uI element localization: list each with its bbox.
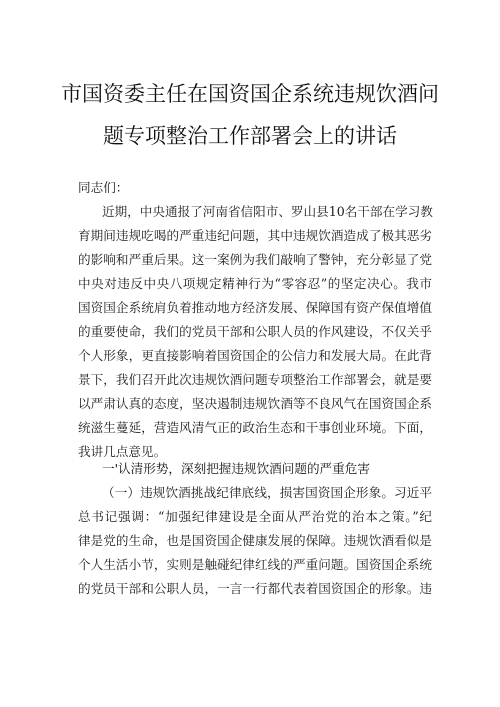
- salutation: 同志们：: [78, 180, 129, 195]
- document-title-line-2: 题专项整治工作部署会上的讲话: [103, 124, 397, 148]
- paragraph-line: 育期间违规吃喝的严重违纪问题，其中违规饮酒造成了极其恶劣: [78, 228, 432, 243]
- paragraph-line: 的影响和严重后果。这一案例为我们敲响了警钟，充分彰显了党: [78, 252, 432, 267]
- paragraph-line: 国资国企系统肩负着推动地方经济发展、保障国有资产保值增值: [78, 300, 432, 315]
- paragraph-line: 我讲几点意见。: [78, 444, 167, 459]
- paragraph-line: 律是党的生命，也是国资国企健康发展的保障。违规饮酒看似是: [78, 533, 432, 548]
- paragraph-line: 统滋生蔓延，营造风清气正的政治生态和干事创业环境。下面，: [78, 420, 432, 435]
- paragraph-line: 的重要使命，我们的党员干部和公职人员的作风建设，不仅关乎: [78, 324, 432, 339]
- paragraph-line: （一）违规饮酒挑战纪律底线，损害国资国企形象。习近平: [102, 485, 432, 500]
- document-title-line-1: 市国资委主任在国资国企系统违规饮酒问: [61, 82, 439, 106]
- paragraph-line: 中央对违反中央八项规定精神行为“零容忍”的坚定决心。我市: [78, 276, 432, 291]
- paragraph-line: 以严肃认真的态度，坚决遏制违规饮酒等不良风气在国资国企系: [78, 396, 432, 411]
- paragraph-line: 景下，我们召开此次违规饮酒问题专项整治工作部署会，就是要: [78, 372, 432, 387]
- paragraph-line: 近期，中央通报了河南省信阳市、罗山县10名干部在学习教: [102, 204, 433, 219]
- section-heading-1: 一'认清形势，深刻把握违规饮酒问题的严重危害: [102, 461, 370, 476]
- paragraph-line: 个人生活小节，实则是触碰纪律红线的严重问题。国资国企系统: [78, 557, 432, 572]
- paragraph-line: 总书记强调：“加强纪律建设是全面从严治党的治本之策。”纪: [78, 509, 432, 524]
- paragraph-line: 个人形象，更直接影响着国资国企的公信力和发展大局。在此背: [78, 348, 432, 363]
- paragraph-line: 的党员干部和公职人员，一言一行都代表着国资国企的形象。违: [78, 581, 432, 596]
